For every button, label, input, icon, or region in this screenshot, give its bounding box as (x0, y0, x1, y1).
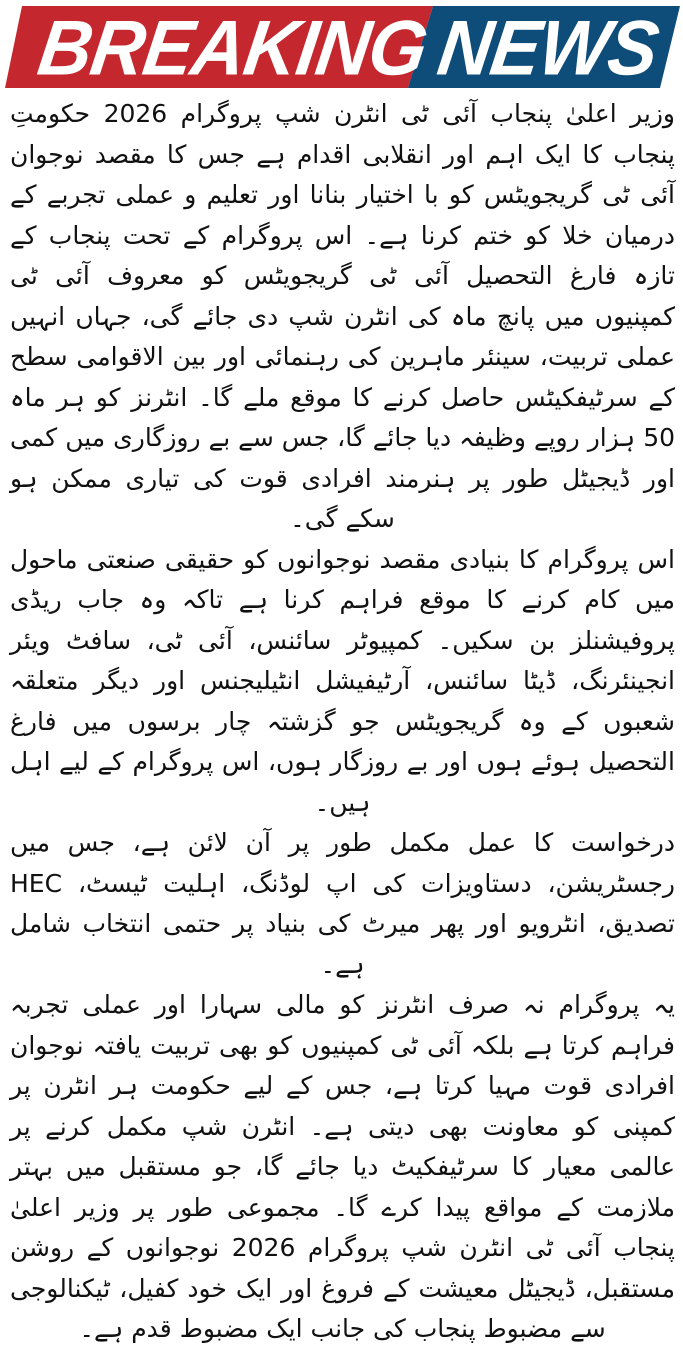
article-paragraph-3: درخواست کا عمل مکمل طور پر آن لائن ہے، جس میں رجسٹریشن، دستاویزات کی اپ لوڈنگ، اہلیت ٹیسٹ، HEC تصدیق، انٹرویو اور پھر میرٹ کی بنیاد پر حتمی انتخاب شامل ہے۔ (10, 828, 675, 979)
article-body (10, 94, 675, 1350)
article-paragraph-4: یہ پروگرام نہ صرف انٹرنز کو مالی سہارا اور عملی تجربہ فراہم کرتا ہے بلکہ آئی ٹی کمپنیوں کو بھی تربیت یافتہ نوجوان افرادی قوت مہیا کرتا ہے، جس کے لیے حکومت ہر انٹرن پر کمپنی کو معاونت بھی دیتی ہے۔ انٹرن شپ مکمل کرنے پر عالمی معیار کا سرٹیفکیٹ دیا جائے گا، جو مستقبل میں بہتر ملازمت کے مواقع پیدا کرے گا۔ مجموعی طور پر وزیر اعلیٰ پنجاب آئی ٹی انٹرن شپ پروگرام 2026 نوجوانوں کے روشن مستقبل، ڈیجیٹل معیشت کے فروغ اور ایک خود کفیل، ٹیکنالوجی سے مضبوط پنجاب کی جانب ایک مضبوط قدم ہے۔ (10, 990, 675, 1343)
breaking-news-banner (0, 0, 683, 92)
article-paragraph-1: وزیر اعلیٰ پنجاب آئی ٹی انٹرن شپ پروگرام 2026 حکومتِ پنجاب کا ایک اہم اور انقلابی اقدام ہے جس کا مقصد نوجوان آئی ٹی گریجویٹس کو با اختیار بنانا اور تعلیم و عملی تجربے کے درمیان خلا کو ختم کرنا ہے۔ اس پروگرام کے تحت پنجاب کے تازہ فارغ التحصیل آئی ٹی گریجویٹس کو معروف آئی ٹی کمپنیوں میں پانچ ماہ کی انٹرن شپ دی جائے گی، جہاں انہیں عملی تربیت، سینئر ماہرین کی رہنمائی اور بین الاقوامی سطح کے سرٹیفکیٹس حاصل کرنے کا موقع ملے گا۔ انٹرنز کو ہر ماہ 50 ہزار روپے وظیفہ دیا جائے گا، جس سے بے روزگاری میں کمی اور ڈیجیٹل طور پر ہنرمند افرادی قوت کی تیاری ممکن ہو سکے گی۔ (10, 99, 675, 533)
banner-word-breaking: BREAKING (33, 3, 433, 92)
article-paragraph-2: اس پروگرام کا بنیادی مقصد نوجوانوں کو حقیقی صنعتی ماحول میں کام کرنے کا موقع فراہم کرنا ہے تاکہ وہ جاب ریڈی پروفیشنلز بن سکیں۔ کمپیوٹر سائنس، آئی ٹی، سافٹ ویئر انجینئرنگ، ڈیٹا سائنس، آرٹیفیشل انٹیلیجنس اور دیگر متعلقہ شعبوں کے وہ گریجویٹس جو گزشتہ چار برسوں میں فارغ التحصیل ہوئے ہوں اور بے روزگار ہوں، اس پروگرام کے لیے اہل ہیں۔ (10, 544, 675, 817)
banner-word-news: NEWS (432, 3, 664, 92)
